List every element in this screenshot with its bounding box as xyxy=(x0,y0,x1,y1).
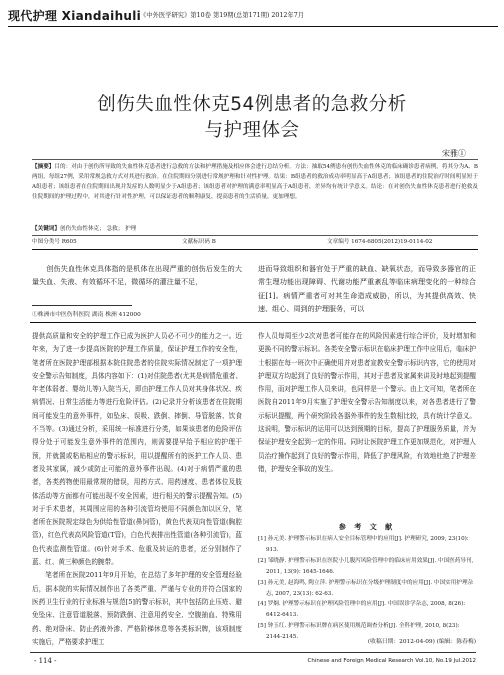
body-left-paragraph-1: 提供高质量和安全的护理工作已成为医护人员必不可少的能力之一。近年来，为了进一步提高医院的护理工作质量，保证护理工作的安全性，笔者所在医院护理部根据本院住院患者的住院实际情况制定了一项护理安全警示告知制度，具体内容如下：(1)对住院患者(尤其是病情危重者、年老体弱者、婴幼儿等)入院当天，即由护理工作人员对其身体状况、疾病情况、日常生活能力等进行危险评估。(2)记录并分析该患者在住院期间可能发生的意外事件，如坠床、误吸、跌倒、摔倒、导管脱落、饮食不当等。(3)通过分析，采用统一标准进行分类，如果该患者的危险评估得分处于可能发生意外事件的范围内，则需要提早给予相应的护理干预，并就置或粘贴相应的警示标识，用以提醒所有的医护工作人员、患者及其家属，减少或防止可能的意外事件出现。(4)对于病情严重的患者，各类药物使用最常规的错误，用药方式、用药速度、患者体位及肢体活动等方面都有可能出现不安全因素，进行相关的警示提醒告知。(5)对于手术患者，其周围应用的各种引流管均使用不同颜色加以区分，笔者所在医院规定绿色为供给性管道(鼻饲管)，黄色代表双向性管道(胸腔管)，红色代表高风险管道(T管)，白色代表排出性管道(各种引流管)，蓝色代表监测性管道。(6)针对手术、危重及转运的患者，还分别制作了蓝、红、黄三种颜色的腕带。 xyxy=(32,332,242,567)
references-list xyxy=(258,534,476,643)
footnote-rule xyxy=(32,305,132,306)
keywords xyxy=(32,224,136,232)
journal-english-name: Chinese and Foreign Medical Research Vol.10, No.19 Jul.2012 xyxy=(307,658,476,664)
abstract xyxy=(32,162,478,202)
body-right-column xyxy=(258,330,476,476)
reference-item: [5] 钟玉红. 护理警示标识牌在病区使用规范调查分析[J]. 全科护理, 2010, 8(23): 2144-2145. xyxy=(258,623,460,641)
header-rule xyxy=(8,26,498,27)
keywords-label: 【关键词】 xyxy=(32,226,60,232)
reference-item: [4] 罗炯. 护理警示标识在护理风险管理中的应用[J]. 中国误诊学杂志, 2008, 8(26): 6412-6413. xyxy=(258,601,466,619)
journal-issue-info: 《中外医学研究》第10卷 第19期(总第171期) 2012年7月 xyxy=(140,12,305,19)
intro-paragraph-left: 创伤失血性休克具体指的是机体在出现严重的创伤后发生的大量失血、失液、有效循环不足，微循环的灌注量不足， xyxy=(32,264,242,287)
classification-line xyxy=(32,237,478,246)
footer-rule xyxy=(30,652,476,653)
abstract-bottom-rule xyxy=(32,249,478,250)
keywords-rule xyxy=(32,235,478,236)
clc-number: 中图分类号 R605 xyxy=(32,239,77,245)
received-date: (收稿日期：2012-04-09) (编辑：陈春梅) xyxy=(367,639,476,645)
abstract-label: 【摘要】 xyxy=(32,164,55,170)
reference-item: [3] 孙元美, 赵海鸣, 陶立萍. 护理警示标识在分级护理制度中的应用[J]. 中国实用护理杂志, 2007, 23(13): 62-63. xyxy=(258,579,474,597)
article-title-line-2: 与护理体会 xyxy=(204,120,300,141)
journal-section-name: 现代护理 Xiandaihuli xyxy=(8,9,142,23)
running-header xyxy=(8,6,498,28)
body-right-paragraph-1: 作人员每周至少2次对患者可能存在的风险因素进行综合评价，及时增加和更换不同的警示标识。各类安全警示标识在临床护理工作中应用后，临床护士根据在每一班次中正确使用并对患者宣教安全警示标识内容，它的使用对护理双方均起到了良好的警示作用，其对于患者及家属来讲及时地起到提醒作用，而对护理工作人员来讲，也同样是一个警示。由上文可知，笔者所在医院自2011年9月实施了护理安全警示告知制度以来，对各患者进行了警示标识提醒，两个研究阶段各器外事件的发生数相比较，具有统计学意义。这说明，警示标识的运用可以达到预期的目标，提高了护理服务质量，并为保证护理安全起到一定的作用。同时让医院护理工作更加规范化，对护理人员治疗操作起到了良好的警示作用，降低了护理风险，有效地杜绝了护理差错，护理安全事故的发生。 xyxy=(258,332,476,473)
body-left-paragraph-2: 笔者所在医院2011年9月开始，在总结了多年护理的安全管理经验后，据本院的实际情况制作出了各类严重、严谨与专业的并符合国家的医药卫生行业的行业标准与规范[5]的警示标识，其中包括防止压疮、避免坠床、注意管道脱落、预防跌倒、注意用药安全、空腹抽血、特殊用药、绝对卧床、防止药液外渗、严格阶梯休息等各类标识牌，该项制度实施后，严格要求护理工 xyxy=(32,571,242,646)
author-name: 宋雅① xyxy=(442,149,466,158)
keywords-text: 创伤失血性休克； 急救； 护理 xyxy=(59,226,137,232)
abstract-text: 目的：对由于创伤所导致的失血性休克患者进行急救的方法和护理措施及相应体会进行总结分析。方法：抽取54例患有创伤失血性休克的临床确诊患者病例，将其分为A、B两组，每组27例，采用常规急救方式对其进行救治。在住院期间分别进行常规护理和针对性护理。结果：B组患者的救治成功率明显高于A组患者；该组患者的住院治疗时间明显短于A组患者；该组患者在住院期间出现并发症的人数明显少于A组患者；该组患者对护理的满意率明显高于A组患者，差异均有统计学意义。结论：在对创伤失血性休克患者进行抢救及住院期间的护理过程中，对其进行针对性护理，可以保证患者的顺利康复，提高患者的生活质量，更加理想。 xyxy=(32,164,479,200)
body-left-column xyxy=(32,330,242,649)
article-title-line-1: 创伤失血性休克54例患者的急救分析 xyxy=(97,94,407,115)
document-code: 文献标识码 B xyxy=(182,239,216,245)
author-affiliation: ①株洲市中医伤科医院 湖南 株洲 412000 xyxy=(32,312,141,318)
intro-left-column xyxy=(32,262,242,289)
reference-item: [1] 孙元美. 护理警示标识在病人安全目标管理中的应用[J]. 护理研究, 2009, 23(10): 913. xyxy=(258,536,469,553)
page-footer xyxy=(0,657,504,669)
intro-paragraph-right: 进而导致组织和器官处于严重的缺血、缺氧状态，而导致多器官的正常生理功能出现障碍、代谢功能严重紊乱等临床病理变化的一种综合征[1]。病情严重者可对其生命造成威胁，所以，为其提供高效、快速、组心、周到的护理服务，可以 xyxy=(258,264,476,313)
reference-item: [2] 邹晓静. 护理警示标识在医院小儿腹泻风险管理中的临床应用效果[J]. 中国医药导刊, 2011, 13(9): 1645-1646. xyxy=(258,557,474,575)
references-heading: 参 考 文 献 xyxy=(338,523,396,531)
intro-right-column xyxy=(258,262,476,315)
article-number: 文章编号 1674-6805(2012)19-0114-02 xyxy=(327,239,433,245)
section-rule xyxy=(30,322,476,323)
abstract-top-rule xyxy=(32,159,478,160)
page-number: - 114 - xyxy=(34,657,57,665)
